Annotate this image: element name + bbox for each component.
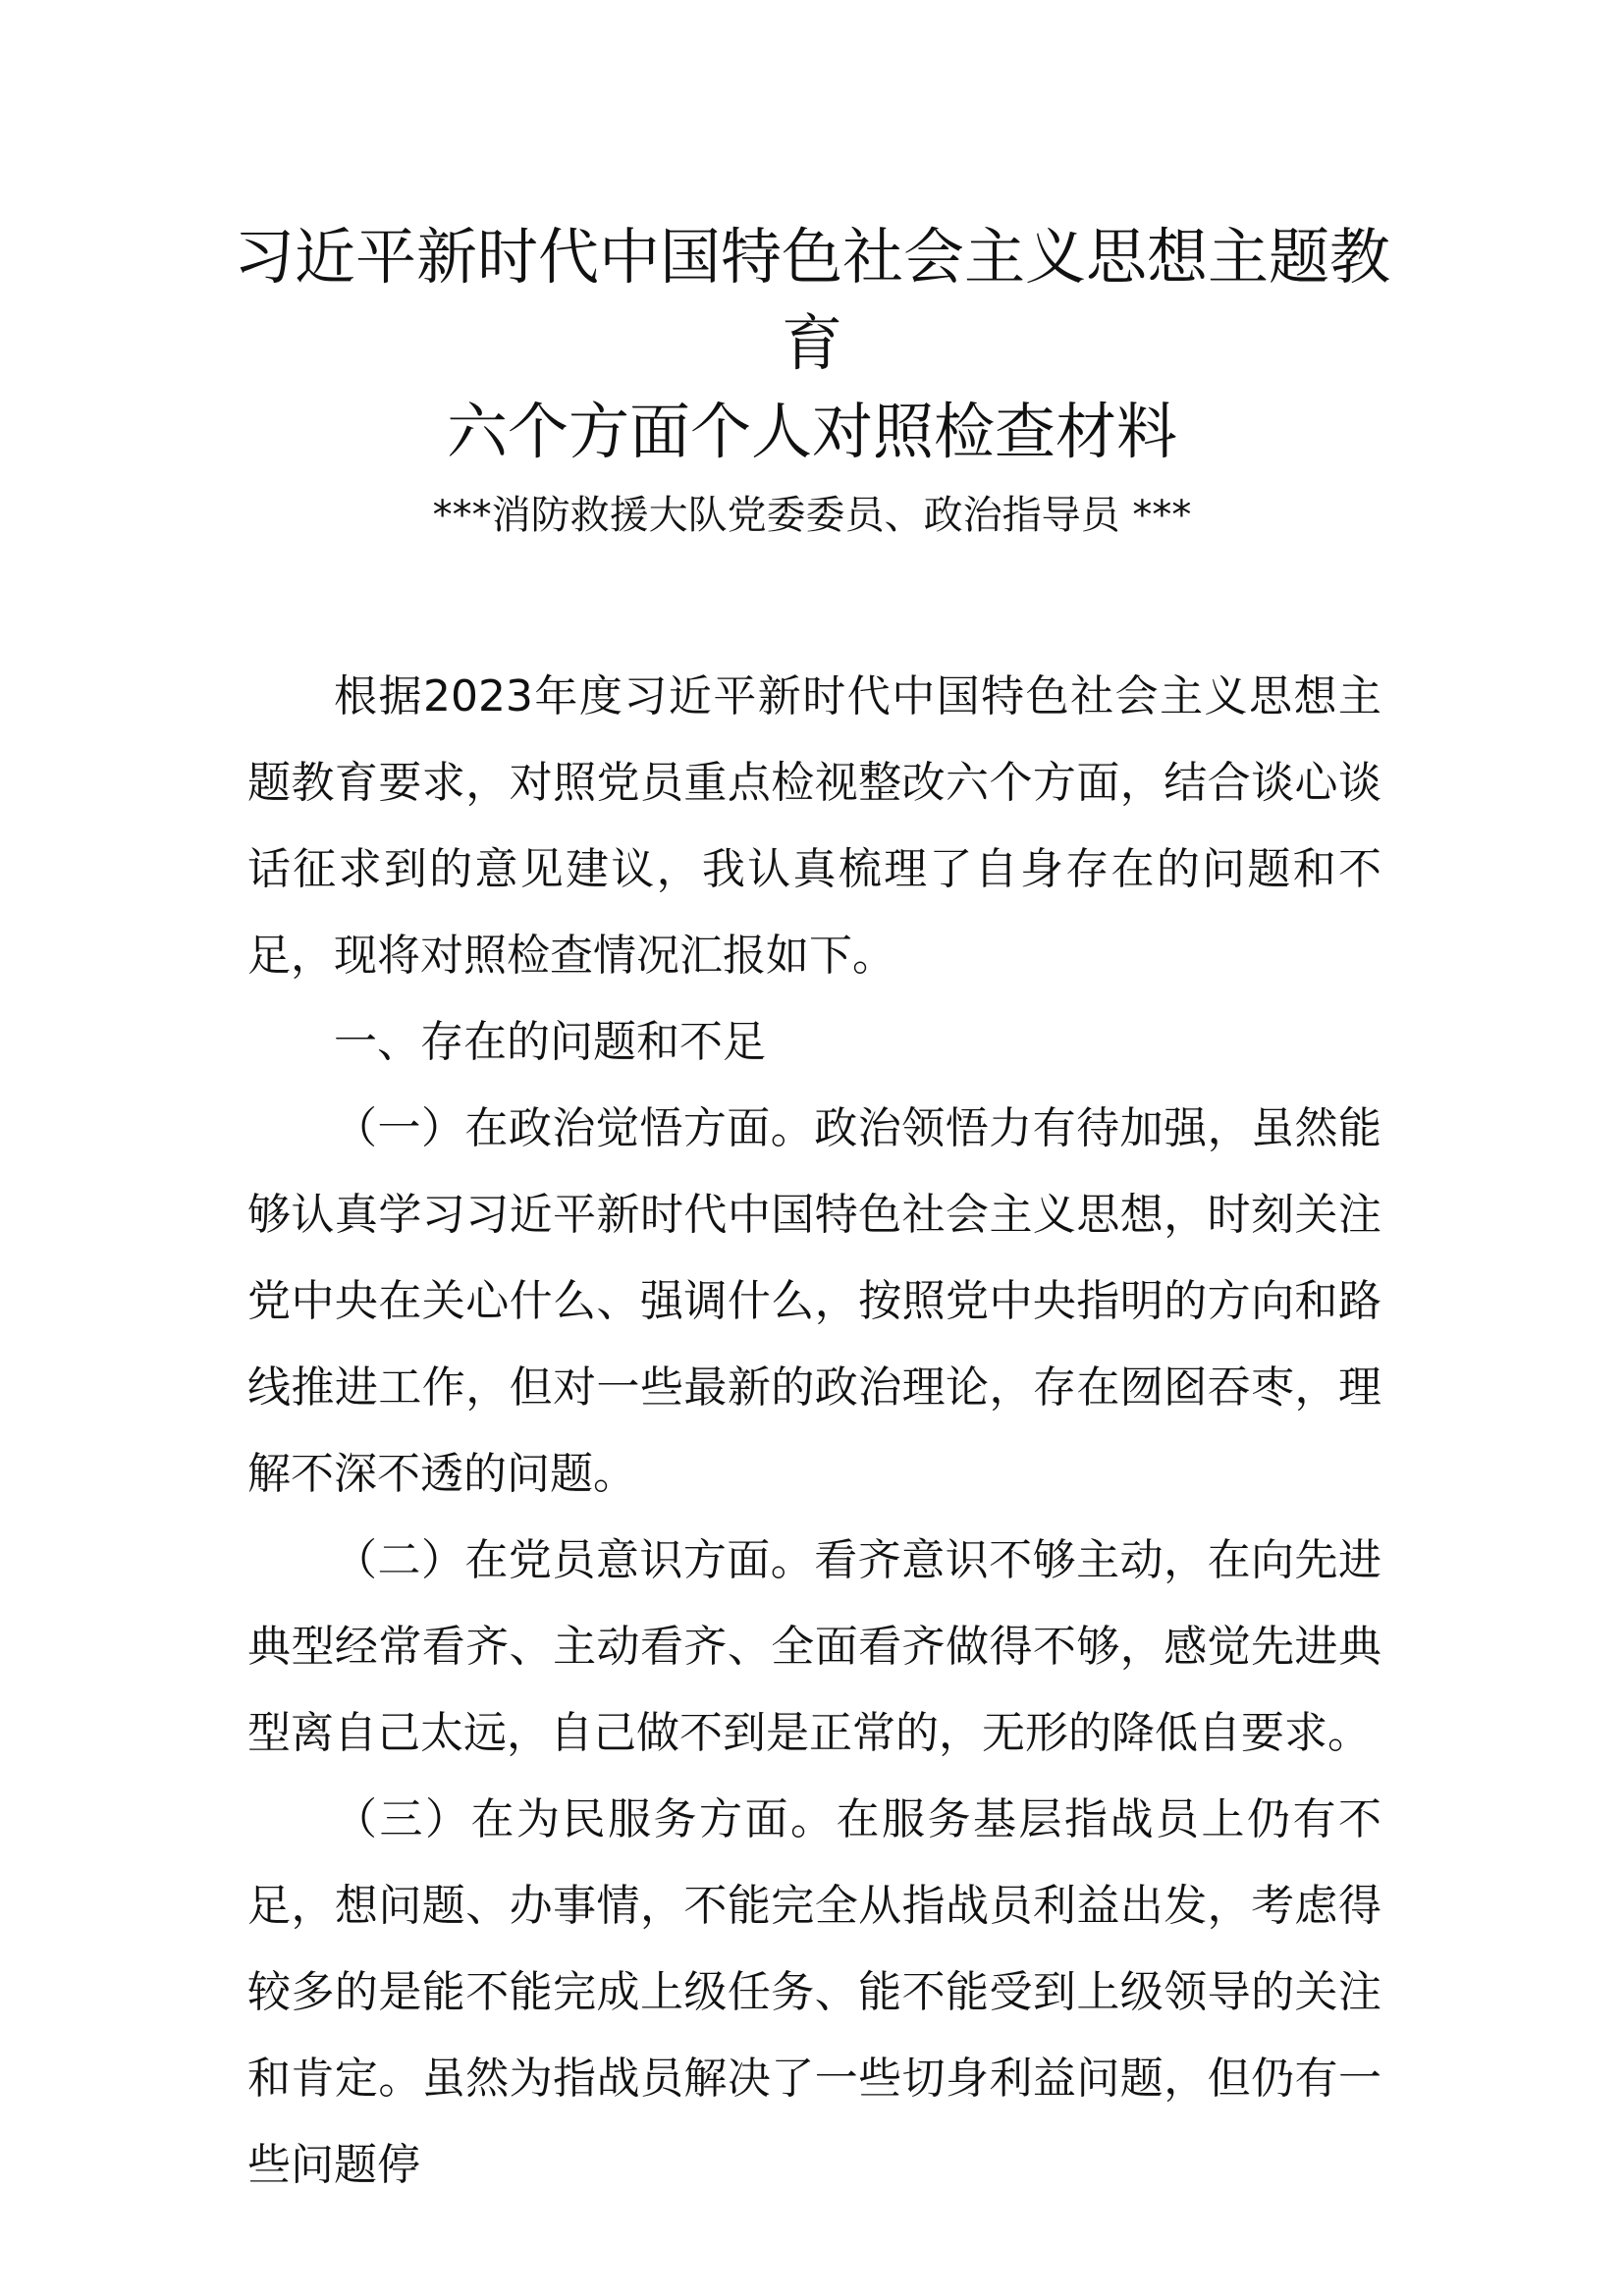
document-author: ***消防救援大队党委委员、政治指导员 *** [432,493,1192,538]
item-political-awareness: （一）在政治觉悟方面。政治领悟力有待加强，虽然能够认真学习习近平新时代中国特色社会主义思想，时刻关注党中央在关心什么、强调什么，按照党中央指明的方向和路线推进工作，但对一些最新的政治理论，存在囫囵吞枣，理解不深不透的问题。 [247,1103,1381,1499]
document-title-line-2: 育 [781,307,842,379]
document-body [247,654,1381,2209]
item-party-member-awareness: （二）在党员意识方面。看齐意识不够主动，在向先进典型经常看齐、主动看齐、全面看齐做得不够，感觉先进典型离自己太远，自己做不到是正常的，无形的降低自要求。 [247,1535,1381,1758]
document-title-line-3: 六个方面个人对照检查材料 [446,396,1177,467]
intro-paragraph: 根据2023年度习近平新时代中国特色社会主义思想主题教育要求，对照党员重点检视整改六个方面，结合谈心谈话征求到的意见建议，我认真梳理了自身存在的问题和不足，现将对照检查情况汇报如下。 [247,671,1381,981]
document-title-line-1: 习近平新时代中国特色社会主义思想主题教 [233,221,1390,293]
section-heading: 一、存在的问题和不足 [334,1017,766,1067]
item-serving-people: （三）在为民服务方面。在服务基层指战员上仍有不足，想问题、办事情，不能完全从指战员利益出发，考虑得较多的是能不能完成上级任务、能不能受到上级领导的关注和肯定。虽然为指战员解决了一些切身利益问题，但仍有一些问题停 [247,1794,1381,2190]
